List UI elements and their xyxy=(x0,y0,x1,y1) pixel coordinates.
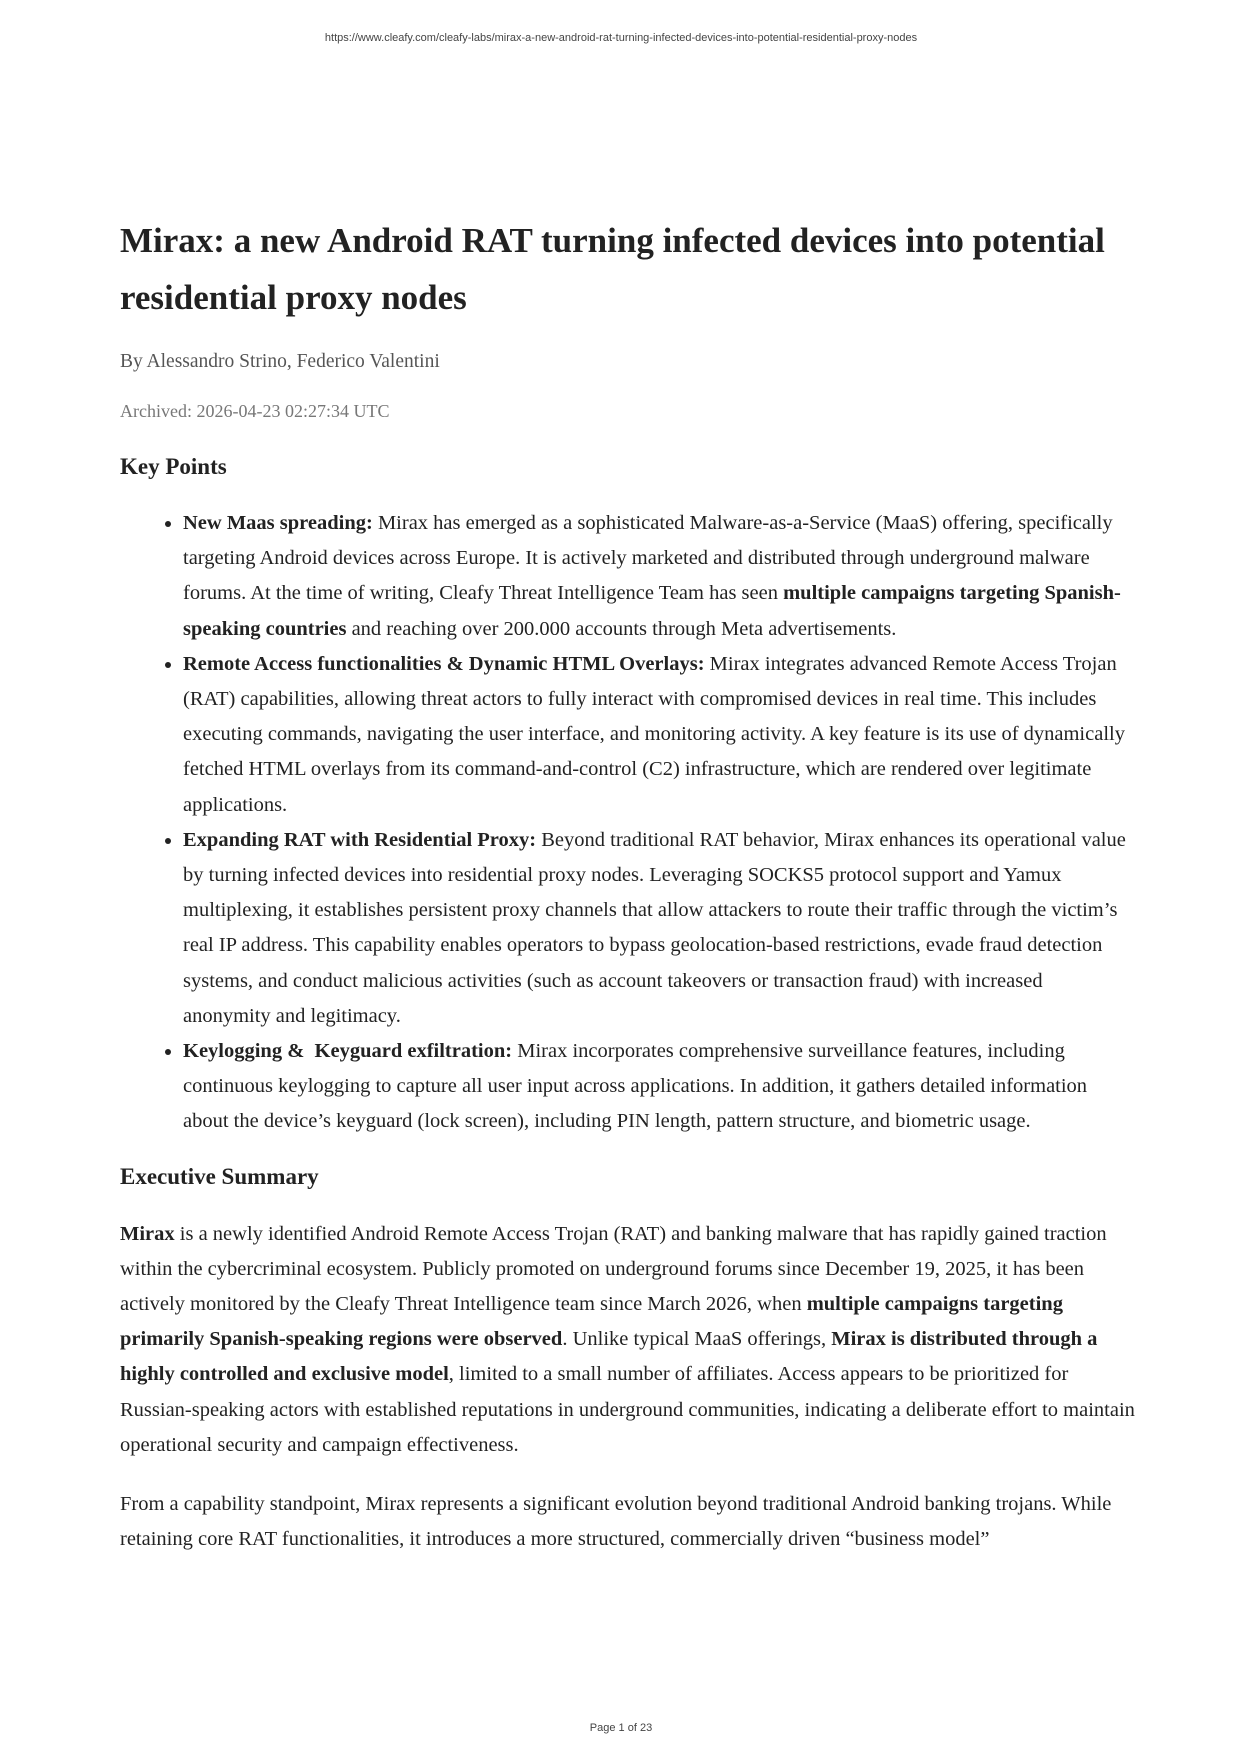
summary-paragraph xyxy=(120,1217,1135,1463)
item-title: Remote Access functionalities & Dynamic HTML Overlays: xyxy=(183,652,705,675)
item-text: Beyond traditional RAT behavior, Mirax enhances its operational value by turning infected devices into residential proxy nodes. Leveraging SOCKS5 protocol support and Yamux multiplexing, it establishes persistent proxy channels that allow attackers to route their traffic through the victim’s real IP address. This capability enables operators to bypass geolocation-based restrictions, evade fraud detection systems, and conduct malicious activities (such as account takeovers or transaction fraud) with increased anonymity and legitimacy. xyxy=(183,828,1126,1027)
list-item xyxy=(183,506,1135,647)
executive-summary-heading: Executive Summary xyxy=(120,1163,319,1189)
list-item xyxy=(183,647,1135,823)
item-title: Expanding RAT with Residential Proxy: xyxy=(183,828,537,851)
emphasis: Mirax is distributed through a highly controlled and exclusive model xyxy=(120,1328,1098,1386)
archived-timestamp: Archived: 2026-04-23 02:27:34 UTC xyxy=(120,401,390,421)
item-text: and reaching over 200.000 accounts through Meta advertisements. xyxy=(346,617,897,640)
key-points-heading: Key Points xyxy=(120,454,227,479)
text: is a newly identified Android Remote Access Trojan (RAT) and banking malware that has rapidly gained traction within the cybercriminal ecosystem. Publicly promoted on underground forums since December 19, 2025, it has been actively monitored by the Cleafy Threat Intelligence team since March 2026, when xyxy=(120,1222,1107,1316)
item-title: New Maas spreading: xyxy=(183,512,373,534)
item-title: Keylogging & Keyguard exfiltration: xyxy=(183,1040,513,1063)
page-number: Page 1 of 23 xyxy=(589,1722,653,1734)
list-item xyxy=(183,1034,1135,1140)
emphasis: multiple campaigns targeting primarily Spanish-speaking regions were observed xyxy=(120,1293,1063,1351)
item-text: Mirax integrates advanced Remote Access Trojan (RAT) capabilities, allowing threat actors to fully interact with compromised devices in real time. This includes executing commands, navigating the user interface, and monitoring activity. A key feature is its use of dynamically fetched HTML overlays from its command-and-control (C2) infrastructure, which are rendered over legitimate applications. xyxy=(183,652,1125,816)
source-url: https://www.cleafy.com/cleafy-labs/mirax-a-new-android-rat-turning-infected-devices-into-potential-residential-proxy-nodes xyxy=(324,32,918,44)
text: , limited to a small number of affiliates. Access appears to be prioritized for Russian-speaking actors with established reputations in underground communities, indicating a deliberate effort to maintain operational security and campaign effectiveness. xyxy=(120,1363,1135,1456)
summary-paragraph: From a capability standpoint, Mirax represents a significant evolution beyond traditional Android banking trojans. While retaining core RAT functionalities, it introduces a more structured, commercially driven “business model” xyxy=(120,1493,1112,1551)
article xyxy=(120,212,1135,1557)
text: . Unlike typical MaaS offerings, xyxy=(562,1328,832,1351)
item-text: Mirax incorporates comprehensive surveillance features, including continuous keylogging to capture all user input across applications. In addition, it gathers detailed information about the device’s keyguard (lock screen), including PIN length, pattern structure, and biometric usage. xyxy=(183,1040,1088,1133)
item-emphasis: multiple campaigns targeting Spanish-speaking countries xyxy=(183,582,1121,640)
key-points-list xyxy=(120,506,1135,1140)
byline: By Alessandro Strino, Federico Valentini xyxy=(120,351,440,372)
article-title: Mirax: a new Android RAT turning infected devices into potential residential proxy nodes xyxy=(120,221,1105,317)
emphasis: Mirax xyxy=(120,1222,175,1245)
item-text: Mirax has emerged as a sophisticated Malware-as-a-Service (MaaS) offering, specifically targeting Android devices across Europe. It is actively marketed and distributed through underground malware forums. At the time of writing, Cleafy Threat Intelligence Team has seen xyxy=(183,512,1113,605)
list-item xyxy=(183,823,1135,1034)
